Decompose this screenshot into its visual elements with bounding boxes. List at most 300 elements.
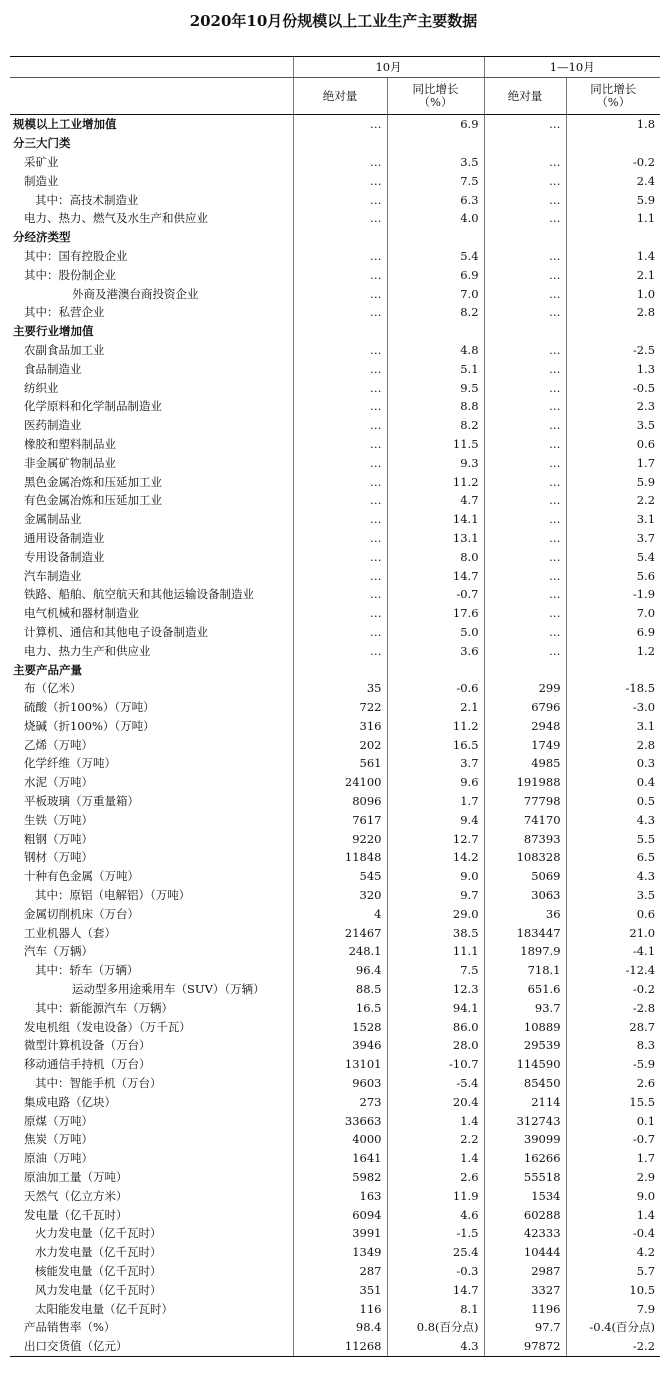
oct-absolute-cell: … <box>293 585 387 604</box>
ytd-yoy-cell: 2.6 <box>566 1074 660 1093</box>
table-row <box>10 566 660 585</box>
table-row <box>10 773 660 792</box>
row-name-cell: 发电量（亿千瓦时） <box>24 1207 128 1222</box>
ytd-yoy-cell: -0.7 <box>566 1130 660 1149</box>
ytd-absolute-cell: 3327 <box>484 1280 566 1299</box>
table-row <box>10 810 660 829</box>
ytd-yoy-cell: 3.1 <box>566 510 660 529</box>
row-name-cell: 其中：高技术制造业 <box>35 192 139 207</box>
oct-yoy-cell: 14.7 <box>387 1280 484 1299</box>
oct-absolute-cell: … <box>293 190 387 209</box>
ytd-yoy-cell: 1.1 <box>566 209 660 228</box>
oct-yoy-cell: 2.6 <box>387 1168 484 1187</box>
ytd-yoy-cell: 21.0 <box>566 923 660 942</box>
row-name-cell: 焦炭（万吨） <box>24 1132 93 1147</box>
ytd-absolute-cell: 74170 <box>484 810 566 829</box>
oct-absolute-cell: 1349 <box>293 1243 387 1262</box>
table-row <box>10 1224 660 1243</box>
oct-yoy-cell: 7.5 <box>387 961 484 980</box>
row-name-cell: 医药制造业 <box>24 418 82 433</box>
oct-absolute-cell: 320 <box>293 886 387 905</box>
ytd-yoy-cell: -5.9 <box>566 1055 660 1074</box>
ytd-absolute-cell: … <box>484 641 566 660</box>
oct-absolute-cell: 545 <box>293 867 387 886</box>
ytd-absolute-cell <box>484 134 566 153</box>
ytd-yoy-cell: 2.8 <box>566 735 660 754</box>
ytd-absolute-cell: 39099 <box>484 1130 566 1149</box>
row-name-cell: 农副食品加工业 <box>24 342 105 357</box>
oct-yoy-cell: 6.9 <box>387 265 484 284</box>
oct-yoy-cell: -0.7 <box>387 585 484 604</box>
row-name-cell: 其中：股份制企业 <box>24 267 116 282</box>
row-name-cell: 其中：原铝（电解铝）（万吨） <box>35 888 191 903</box>
header-blank <box>10 57 293 78</box>
table-row <box>10 1036 660 1055</box>
ytd-absolute-cell: 93.7 <box>484 998 566 1017</box>
ytd-yoy-cell: -0.5 <box>566 378 660 397</box>
ytd-absolute-cell: 6796 <box>484 698 566 717</box>
ytd-yoy-cell: -1.9 <box>566 585 660 604</box>
table-row <box>10 923 660 942</box>
ytd-absolute-cell: 3063 <box>484 886 566 905</box>
oct-absolute-cell: 9220 <box>293 829 387 848</box>
table-row <box>10 341 660 360</box>
ytd-absolute-cell: 85450 <box>484 1074 566 1093</box>
table-row <box>10 867 660 886</box>
ytd-absolute-cell: 718.1 <box>484 961 566 980</box>
oct-yoy-cell: 11.2 <box>387 717 484 736</box>
table-row <box>10 1318 660 1337</box>
ytd-yoy-cell: 4.3 <box>566 810 660 829</box>
row-name-cell: 专用设备制造业 <box>24 549 105 564</box>
oct-absolute-cell: 6094 <box>293 1205 387 1224</box>
oct-absolute-cell: … <box>293 510 387 529</box>
oct-absolute-cell: … <box>293 265 387 284</box>
oct-absolute-cell: 287 <box>293 1262 387 1281</box>
ytd-yoy-cell <box>566 134 660 153</box>
oct-absolute-cell: … <box>293 284 387 303</box>
oct-absolute-cell: 98.4 <box>293 1318 387 1337</box>
table-row <box>10 1243 660 1262</box>
ytd-yoy-cell: 5.9 <box>566 472 660 491</box>
ytd-absolute-cell: … <box>484 341 566 360</box>
ytd-yoy-cell: 10.5 <box>566 1280 660 1299</box>
row-name-cell: 汽车（万辆） <box>24 944 93 959</box>
row-name-cell: 微型计算机设备（万台） <box>24 1038 151 1053</box>
oct-absolute-cell: … <box>293 416 387 435</box>
oct-absolute-cell: … <box>293 623 387 642</box>
ytd-absolute-cell: 42333 <box>484 1224 566 1243</box>
oct-yoy-cell: 2.1 <box>387 698 484 717</box>
header-ytd-yoy <box>566 78 660 115</box>
ytd-absolute-cell: … <box>484 397 566 416</box>
ytd-absolute-cell: 10444 <box>484 1243 566 1262</box>
ytd-yoy-cell: 5.5 <box>566 829 660 848</box>
ytd-yoy-cell: -12.4 <box>566 961 660 980</box>
row-name-cell: 主要行业增加值 <box>13 324 94 339</box>
oct-yoy-cell: 5.0 <box>387 623 484 642</box>
ytd-absolute-cell: 97872 <box>484 1337 566 1356</box>
row-name-cell: 电力、热力生产和供应业 <box>24 643 151 658</box>
ytd-absolute-cell: … <box>484 566 566 585</box>
ytd-yoy-cell: 3.7 <box>566 529 660 548</box>
table-row <box>10 209 660 228</box>
ytd-absolute-cell: 36 <box>484 904 566 923</box>
oct-yoy-cell: 86.0 <box>387 1017 484 1036</box>
ytd-yoy-cell: 0.1 <box>566 1111 660 1130</box>
row-name-cell: 采矿业 <box>24 154 59 169</box>
table-row <box>10 904 660 923</box>
oct-yoy-cell: 11.2 <box>387 472 484 491</box>
table-body <box>10 115 660 1357</box>
ytd-absolute-cell: 651.6 <box>484 980 566 999</box>
oct-absolute-cell: … <box>293 359 387 378</box>
oct-yoy-cell: 13.1 <box>387 529 484 548</box>
oct-absolute-cell: 7617 <box>293 810 387 829</box>
ytd-absolute-cell <box>484 322 566 341</box>
ytd-absolute-cell: … <box>484 153 566 172</box>
oct-yoy-cell: 11.1 <box>387 942 484 961</box>
data-table-container <box>10 56 660 1357</box>
table-row <box>10 153 660 172</box>
ytd-yoy-cell: 5.9 <box>566 190 660 209</box>
table-row <box>10 378 660 397</box>
table-row <box>10 717 660 736</box>
table-row <box>10 998 660 1017</box>
ytd-yoy-cell <box>566 322 660 341</box>
header-oct-absolute: 绝对量 <box>293 78 387 115</box>
header-period-oct: 10月 <box>293 57 484 78</box>
oct-yoy-cell: 1.4 <box>387 1111 484 1130</box>
ytd-absolute-cell: 108328 <box>484 848 566 867</box>
ytd-yoy-cell: 1.8 <box>566 115 660 134</box>
ytd-yoy-cell: 4.2 <box>566 1243 660 1262</box>
oct-absolute-cell: 722 <box>293 698 387 717</box>
row-name-cell: 原油（万吨） <box>24 1151 93 1166</box>
ytd-absolute-cell: … <box>484 303 566 322</box>
table-row <box>10 284 660 303</box>
oct-absolute-cell: … <box>293 491 387 510</box>
oct-absolute-cell: 24100 <box>293 773 387 792</box>
row-name-cell: 铁路、船舶、航空航天和其他运输设备制造业 <box>24 587 254 602</box>
oct-yoy-cell: 20.4 <box>387 1092 484 1111</box>
table-row <box>10 303 660 322</box>
oct-absolute-cell: 11848 <box>293 848 387 867</box>
ytd-absolute-cell: … <box>484 547 566 566</box>
row-name-cell: 分经济类型 <box>13 230 71 245</box>
oct-yoy-cell: 28.0 <box>387 1036 484 1055</box>
ytd-yoy-cell: -2.5 <box>566 341 660 360</box>
ytd-yoy-cell: -0.2 <box>566 980 660 999</box>
header-blank-2 <box>10 78 293 115</box>
ytd-absolute-cell: … <box>484 435 566 454</box>
row-name-cell: 核能发电量（亿千瓦时） <box>35 1264 162 1278</box>
oct-absolute-cell <box>293 322 387 341</box>
table-row <box>10 190 660 209</box>
ytd-absolute-cell <box>484 660 566 679</box>
ytd-absolute-cell: 77798 <box>484 792 566 811</box>
oct-absolute-cell: 21467 <box>293 923 387 942</box>
row-name-cell: 电力、热力、燃气及水生产和供应业 <box>24 211 208 226</box>
data-table <box>10 56 660 1357</box>
row-name-cell: 食品制造业 <box>24 361 82 376</box>
ytd-yoy-cell: 1.3 <box>566 359 660 378</box>
ytd-yoy-cell: 5.6 <box>566 566 660 585</box>
oct-absolute-cell: … <box>293 153 387 172</box>
table-row <box>10 1280 660 1299</box>
oct-yoy-cell: 2.2 <box>387 1130 484 1149</box>
oct-absolute-cell: … <box>293 303 387 322</box>
oct-yoy-cell: -10.7 <box>387 1055 484 1074</box>
table-row <box>10 510 660 529</box>
ytd-absolute-cell: … <box>484 604 566 623</box>
oct-absolute-cell <box>293 660 387 679</box>
ytd-absolute-cell: … <box>484 378 566 397</box>
ytd-absolute-cell: 60288 <box>484 1205 566 1224</box>
ytd-absolute-cell: 2987 <box>484 1262 566 1281</box>
ytd-absolute-cell: … <box>484 529 566 548</box>
ytd-absolute-cell <box>484 228 566 247</box>
ytd-yoy-cell: 0.3 <box>566 754 660 773</box>
oct-yoy-cell: 14.1 <box>387 510 484 529</box>
table-row <box>10 1074 660 1093</box>
oct-absolute-cell: … <box>293 641 387 660</box>
oct-absolute-cell: … <box>293 171 387 190</box>
section-row <box>10 322 660 341</box>
oct-absolute-cell: … <box>293 247 387 266</box>
header-ytd-absolute: 绝对量 <box>484 78 566 115</box>
ytd-absolute-cell: 1534 <box>484 1186 566 1205</box>
ytd-yoy-cell: 6.9 <box>566 623 660 642</box>
oct-yoy-cell: 3.5 <box>387 153 484 172</box>
ytd-absolute-cell: … <box>484 247 566 266</box>
section-row <box>10 115 660 134</box>
oct-absolute-cell: 351 <box>293 1280 387 1299</box>
oct-yoy-cell: 14.2 <box>387 848 484 867</box>
oct-absolute-cell: 1641 <box>293 1149 387 1168</box>
oct-yoy-cell: 11.9 <box>387 1186 484 1205</box>
table-row <box>10 171 660 190</box>
row-name-cell: 运动型多用途乘用车（SUV）（万辆） <box>72 982 265 997</box>
oct-absolute-cell: 1528 <box>293 1017 387 1036</box>
oct-absolute-cell: … <box>293 435 387 454</box>
ytd-yoy-cell: 2.3 <box>566 397 660 416</box>
header-oct-yoy <box>387 78 484 115</box>
oct-yoy-cell: 16.5 <box>387 735 484 754</box>
header-oct-yoy-line2: （%） <box>418 95 453 109</box>
header-period-ytd: 1—10月 <box>484 57 660 78</box>
ytd-absolute-cell: … <box>484 115 566 134</box>
table-row <box>10 735 660 754</box>
ytd-yoy-cell: 6.5 <box>566 848 660 867</box>
oct-yoy-cell: 8.0 <box>387 547 484 566</box>
oct-yoy-cell: 9.3 <box>387 453 484 472</box>
oct-yoy-cell: 29.0 <box>387 904 484 923</box>
oct-absolute-cell: 316 <box>293 717 387 736</box>
ytd-absolute-cell: … <box>484 623 566 642</box>
row-name-cell: 其中：新能源汽车（万辆） <box>35 1000 173 1015</box>
oct-absolute-cell: … <box>293 566 387 585</box>
oct-yoy-cell: 8.1 <box>387 1299 484 1318</box>
oct-yoy-cell: 5.1 <box>387 359 484 378</box>
oct-yoy-cell: 12.3 <box>387 980 484 999</box>
ytd-absolute-cell: 4985 <box>484 754 566 773</box>
ytd-absolute-cell: 191988 <box>484 773 566 792</box>
row-name-cell: 出口交货值（亿元） <box>10 1337 293 1356</box>
table-row <box>10 529 660 548</box>
row-name-cell: 风力发电量（亿千瓦时） <box>35 1282 162 1297</box>
row-name-cell: 主要产品产量 <box>13 662 82 677</box>
row-name-cell: 金属制品业 <box>24 512 82 527</box>
table-row <box>10 698 660 717</box>
ytd-absolute-cell: 55518 <box>484 1168 566 1187</box>
table-row <box>10 585 660 604</box>
table-row <box>10 1017 660 1036</box>
ytd-absolute-cell: 16266 <box>484 1149 566 1168</box>
table-row <box>10 848 660 867</box>
oct-absolute-cell: 3991 <box>293 1224 387 1243</box>
ytd-absolute-cell: 114590 <box>484 1055 566 1074</box>
ytd-yoy-cell: 5.4 <box>566 547 660 566</box>
oct-absolute-cell: 33663 <box>293 1111 387 1130</box>
oct-yoy-cell: 11.5 <box>387 435 484 454</box>
table-row <box>10 397 660 416</box>
ytd-yoy-cell: 3.5 <box>566 416 660 435</box>
table-row <box>10 792 660 811</box>
table-row <box>10 1055 660 1074</box>
table-row <box>10 961 660 980</box>
ytd-yoy-cell: 0.4 <box>566 773 660 792</box>
oct-yoy-cell: 3.6 <box>387 641 484 660</box>
oct-absolute-cell: 4000 <box>293 1130 387 1149</box>
ytd-absolute-cell: … <box>484 190 566 209</box>
table-row <box>10 247 660 266</box>
ytd-absolute-cell: 5069 <box>484 867 566 886</box>
table-row <box>10 1130 660 1149</box>
oct-yoy-cell: 94.1 <box>387 998 484 1017</box>
table-row <box>10 829 660 848</box>
ytd-yoy-cell: 8.3 <box>566 1036 660 1055</box>
ytd-yoy-cell: 4.3 <box>566 867 660 886</box>
oct-yoy-cell <box>387 322 484 341</box>
row-name-cell: 十种有色金属（万吨） <box>24 869 139 884</box>
ytd-yoy-cell: 0.6 <box>566 435 660 454</box>
ytd-yoy-cell: 3.5 <box>566 886 660 905</box>
oct-absolute-cell: … <box>293 547 387 566</box>
table-row <box>10 265 660 284</box>
table-row <box>10 435 660 454</box>
row-name-cell: 集成电路（亿块） <box>24 1094 116 1109</box>
table-row <box>10 641 660 660</box>
oct-absolute-cell: 35 <box>293 679 387 698</box>
table-row <box>10 547 660 566</box>
ytd-yoy-cell: -0.4(百分点) <box>566 1318 660 1337</box>
oct-absolute-cell: … <box>293 453 387 472</box>
table-row <box>10 1149 660 1168</box>
oct-absolute-cell: 11268 <box>293 1337 387 1356</box>
row-name-cell: 通用设备制造业 <box>24 530 105 545</box>
table-row <box>10 453 660 472</box>
row-name-cell: 生铁（万吨） <box>24 812 93 827</box>
oct-yoy-cell: 4.0 <box>387 209 484 228</box>
row-name-cell: 天然气（亿立方米） <box>24 1188 128 1203</box>
row-name-cell: 硫酸（折100%）（万吨） <box>24 700 155 715</box>
ytd-yoy-cell: 2.1 <box>566 265 660 284</box>
oct-yoy-cell: 6.3 <box>387 190 484 209</box>
oct-absolute-cell: … <box>293 472 387 491</box>
table-row <box>10 1337 660 1356</box>
row-name-cell: 汽车制造业 <box>24 568 82 583</box>
ytd-yoy-cell: 0.5 <box>566 792 660 811</box>
section-row <box>10 134 660 153</box>
oct-absolute-cell: … <box>293 209 387 228</box>
ytd-absolute-cell: … <box>484 510 566 529</box>
section-row <box>10 228 660 247</box>
row-name-cell: 电气机械和器材制造业 <box>24 606 139 621</box>
table-row <box>10 472 660 491</box>
row-name-cell: 其中：国有控股企业 <box>24 248 128 263</box>
ytd-absolute-cell: 29539 <box>484 1036 566 1055</box>
oct-yoy-cell: 17.6 <box>387 604 484 623</box>
ytd-yoy-cell: 1.0 <box>566 284 660 303</box>
table-row <box>10 1111 660 1130</box>
oct-absolute-cell: … <box>293 378 387 397</box>
ytd-yoy-cell <box>566 660 660 679</box>
row-name-cell: 粗钢（万吨） <box>24 831 93 846</box>
ytd-absolute-cell: … <box>484 585 566 604</box>
oct-absolute-cell: 16.5 <box>293 998 387 1017</box>
oct-yoy-cell: 9.5 <box>387 378 484 397</box>
header-ytd-yoy-line1: 同比增长 <box>590 82 637 96</box>
row-name-cell: 原油加工量（万吨） <box>24 1170 128 1185</box>
oct-yoy-cell: 14.7 <box>387 566 484 585</box>
oct-absolute-cell: … <box>293 604 387 623</box>
ytd-yoy-cell: 1.4 <box>566 1205 660 1224</box>
ytd-absolute-cell: … <box>484 472 566 491</box>
oct-yoy-cell: 9.4 <box>387 810 484 829</box>
ytd-yoy-cell: 2.2 <box>566 491 660 510</box>
oct-absolute-cell: … <box>293 397 387 416</box>
row-name-cell: 金属切削机床（万台） <box>24 906 139 921</box>
header-oct-yoy-line1: 同比增长 <box>412 82 459 96</box>
ytd-absolute-cell: … <box>484 359 566 378</box>
ytd-absolute-cell: … <box>484 284 566 303</box>
table-row <box>10 1168 660 1187</box>
oct-absolute-cell: 5982 <box>293 1168 387 1187</box>
ytd-absolute-cell: 299 <box>484 679 566 698</box>
row-name-cell: 乙烯（万吨） <box>24 737 93 752</box>
table-row <box>10 1092 660 1111</box>
row-name-cell: 移动通信手持机（万台） <box>24 1057 151 1072</box>
ytd-absolute-cell: … <box>484 453 566 472</box>
oct-absolute-cell: 248.1 <box>293 942 387 961</box>
ytd-absolute-cell: 97.7 <box>484 1318 566 1337</box>
oct-absolute-cell <box>293 134 387 153</box>
row-name-cell: 产品销售率（%） <box>24 1320 116 1335</box>
ytd-yoy-cell: 1.7 <box>566 453 660 472</box>
oct-yoy-cell: -0.6 <box>387 679 484 698</box>
oct-yoy-cell: 7.5 <box>387 171 484 190</box>
row-name-cell: 烧碱（折100%）（万吨） <box>24 718 155 733</box>
ytd-yoy-cell: 5.7 <box>566 1262 660 1281</box>
oct-yoy-cell: 9.6 <box>387 773 484 792</box>
row-name-cell: 有色金属冶炼和压延加工业 <box>24 493 162 508</box>
page-title: 2020年10月份规模以上工业生产主要数据 <box>189 12 478 30</box>
ytd-absolute-cell: 2114 <box>484 1092 566 1111</box>
ytd-absolute-cell: 1897.9 <box>484 942 566 961</box>
oct-yoy-cell: 8.8 <box>387 397 484 416</box>
oct-yoy-cell <box>387 228 484 247</box>
